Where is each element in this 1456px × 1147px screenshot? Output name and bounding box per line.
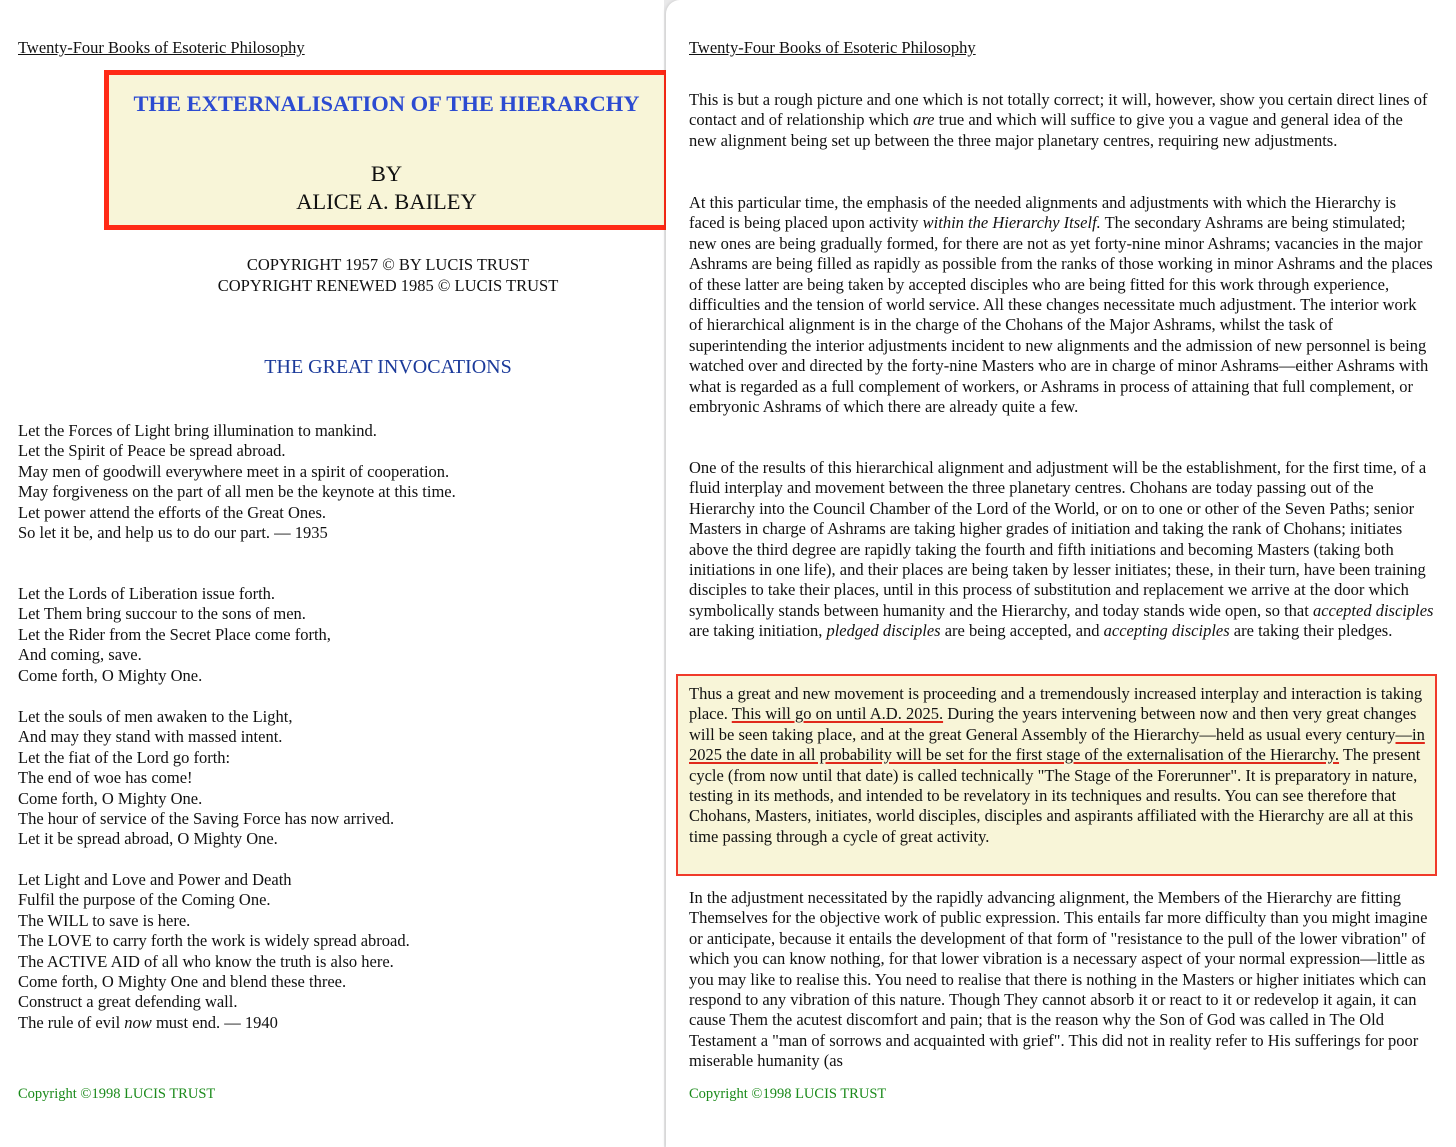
author-name: ALICE A. BAILEY xyxy=(296,189,477,214)
page-footer: Copyright ©1998 LUCIS TRUST xyxy=(689,1086,887,1102)
verse-line: Let Them bring succour to the sons of men. xyxy=(18,604,306,624)
body-paragraph: One of the results of this hierarchical alignment and adjustment will be the establishment, for the first time, of a fluid interplay and movement between the three planetary centres. Chohans are today passing out of the Hierarchy into the Council Chamber of the Lord of the World, or on to one or other of the Seven Paths; senior Masters in charge of Ashrams are taking higher grades of initiation and taking the rank of Chohans; initiates above the third degree are rapidly taking the fourth and fifth initiations and becoming Masters (taking both initiations in one life), and their places are being taken by lesser initiates; these, in their turn, have been training disciples to take their places, until in this process of substitution and replacement we arrive at the door which symbolically stands between humanity and the Hierarchy, and today stands wide open, so that accepted disciples are taking initiation, pledged disciples are being accepted, and accepting disciples are taking their pledges. xyxy=(689,458,1434,641)
verse-line: Let the Spirit of Peace be spread abroad. xyxy=(18,441,286,461)
verse-line: Let Light and Love and Power and Death xyxy=(18,870,292,889)
verse-line: Come forth, O Mighty One. xyxy=(18,788,203,808)
verse-line: The end of woe has come! xyxy=(18,768,193,788)
copyright-block xyxy=(0,254,776,296)
invocation-stanza xyxy=(18,870,410,1033)
verse-line: Let the fiat of the Lord go forth: xyxy=(18,747,231,767)
verse-line: The WILL to save is here. xyxy=(18,910,191,930)
underlined-phrase: —in 2025 the date in all probability will be set for the first stage of the externalisation of the Hierarchy. xyxy=(689,724,1425,765)
verse-line: Let it be spread abroad, O Mighty One. xyxy=(18,829,278,849)
verse-line: Let power attend the efforts of the Great Ones. xyxy=(18,502,327,522)
verse-line: May forgiveness on the part of all men be the keynote at this time. xyxy=(18,482,456,502)
copyright-line: COPYRIGHT 1957 © BY LUCIS TRUST xyxy=(246,255,530,274)
invocations-heading: THE GREAT INVOCATIONS xyxy=(264,356,512,378)
verse-line: The hour of service of the Saving Force has now arrived. xyxy=(18,809,395,829)
left-page xyxy=(0,0,664,1147)
verse-line: Let the Forces of Light bring illumination to mankind. xyxy=(18,421,377,440)
invocation-stanza xyxy=(18,707,394,850)
page-footer: Copyright ©1998 LUCIS TRUST xyxy=(18,1086,216,1102)
verse-line: Let the souls of men awaken to the Light, xyxy=(18,707,293,726)
body-paragraph: In the adjustment necessitated by the rapidly advancing alignment, the Members of the Hierarchy are fitting Themselves for the objective work of public expression. This entails far more difficulty than you might imagine or anticipate, because it entails the development of that form of "resistance to the pull of the lower vibration" of which you can know nothing, for that lower vibration is a necessary aspect of your normal expression—little as you may like to realise this. You need to realise that there is nothing in the Masters or higher initiates which can respond to any vibration of this nature. Though They cannot absorb it or react to it or redevelop it again, it can cause Them the acutest discomfort and pain; that is the reason why the Son of God was called in The Old Testament a "man of sorrows and acquainted with grief". This did not in reality refer to His sufferings for poor miserable humanity (as xyxy=(689,888,1428,1071)
page-header: Twenty-Four Books of Esoteric Philosophy xyxy=(689,38,976,57)
invocation-stanza xyxy=(18,421,456,543)
verse-line: Come forth, O Mighty One. xyxy=(18,665,203,685)
body-paragraph: This is but a rough picture and one which is not totally correct; it will, however, show you certain direct lines of contact and of relationship which are true and which will suffice to give you a vague and general idea of the new alignment being set up between the three major planetary centres, requiring new adjustments. xyxy=(689,90,1428,150)
verse-line: And may they stand with massed intent. xyxy=(18,727,283,747)
body-paragraph: At this particular time, the emphasis of the needed alignments and adjustments with which the Hierarchy is faced is being placed upon activity within the Hierarchy Itself. The secondary Ashrams are being stimulated; new ones are being gradually formed, for there are not as yet forty-nine minor Ashrams; vacancies in the major Ashrams are being filled as rapidly as possible from the ranks of those working in minor Ashrams and the places of these latter are being taken by accepted disciples who are being fitted for this work through experience, difficulties and the tension of world service. All these changes necessitate much adjustment. The interior work of hierarchical alignment is in the charge of the Chohans of the Major Ashrams, whilst the task of superintending the interior adjustments incident to new alignments and the admission of new personnel is being watched over and directed by the forty-nine Masters who are in charge of minor Ashrams—either Ashrams with what is regarded as a full complement of workers, or Ashrams in process of attaining that full complement, or embryonic Ashrams of which there are already quite a few. xyxy=(689,193,1433,417)
invocation-stanza xyxy=(18,584,331,686)
verse-line: Construct a great defending wall. xyxy=(18,992,238,1012)
underlined-phrase: This will go on until A.D. 2025. xyxy=(731,704,944,724)
copyright-line: COPYRIGHT RENEWED 1985 © LUCIS TRUST xyxy=(217,276,559,295)
verse-line: May men of goodwill everywhere meet in a spirit of cooperation. xyxy=(18,461,450,481)
highlighted-paragraph: Thus a great and new movement is proceeding and a tremendously increased interplay and interaction is taking place. This will go on until A.D. 2025. During the years intervening between now and then very great changes will be seen taking place, and at the great General Assembly of the Hierarchy—held as usual every century—in 2025 the date in all probability will be set for the first stage of the externalisation of the Hierarchy. The present cycle (from now until that date) is called technically "The Stage of the Forerunner". It is preparatory in nature, testing in its methods, and intended to be revelatory in its techniques and results. You can see therefore that Chohans, Masters, initiates, world disciples, disciples and aspirants affiliated with the Hierarchy are all at this time passing through a cycle of great activity. xyxy=(689,684,1425,846)
right-page xyxy=(666,0,1456,1147)
verse-line: Let the Lords of Liberation issue forth. xyxy=(18,584,276,603)
verse-line: Fulfil the purpose of the Coming One. xyxy=(18,890,271,910)
page-header: Twenty-Four Books of Esoteric Philosophy xyxy=(18,38,305,57)
book-title: THE EXTERNALISATION OF THE HIERARCHY xyxy=(133,91,640,116)
verse-line: The ACTIVE AID of all who know the truth is also here. xyxy=(18,951,394,971)
verse-line: So let it be, and help us to do our part. — 1935 xyxy=(18,523,328,543)
verse-line: And coming, save. xyxy=(18,645,142,665)
verse-line: The LOVE to carry forth the work is widely spread abroad. xyxy=(18,931,410,951)
verse-line: Come forth, O Mighty One and blend these three. xyxy=(18,972,347,992)
verse-line: Let the Rider from the Secret Place come forth, xyxy=(18,624,331,644)
title-highlight-box xyxy=(104,70,669,230)
by-label: BY xyxy=(370,161,403,186)
verse-line: The rule of evil now must end. — 1940 xyxy=(18,1012,278,1032)
